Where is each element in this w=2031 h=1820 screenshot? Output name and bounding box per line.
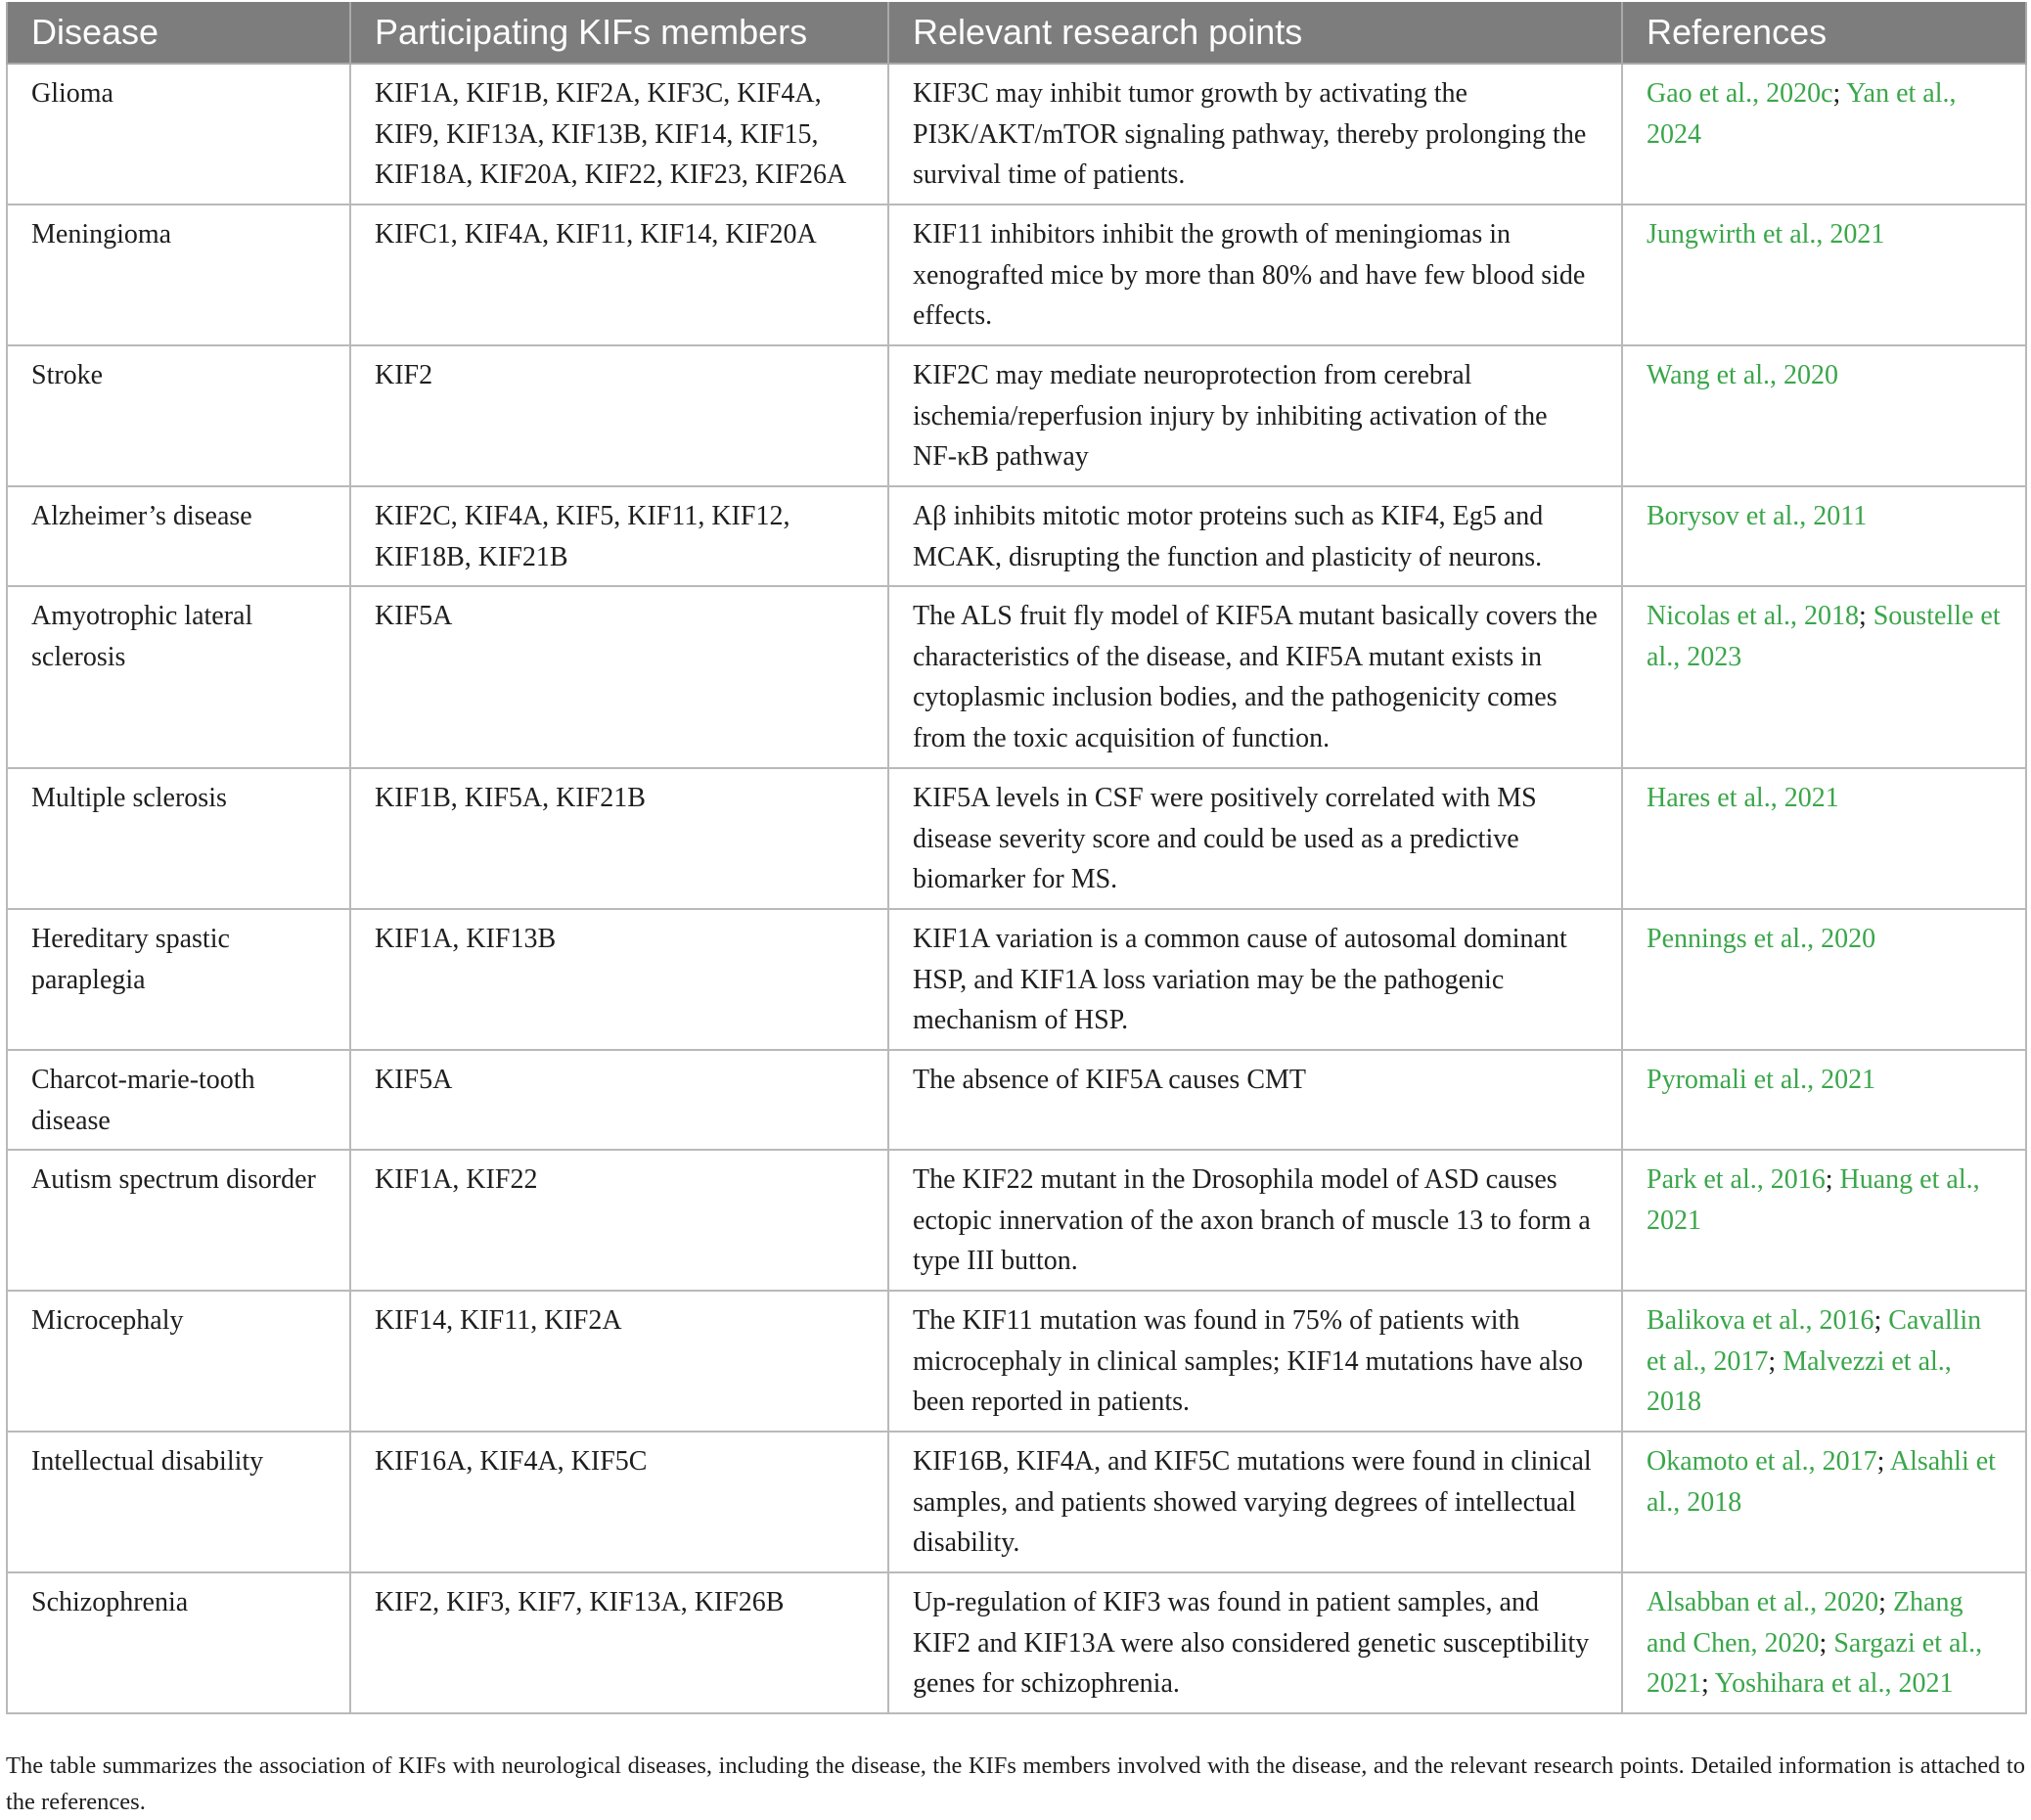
reference-link[interactable]: Gao et al., 2020c: [1647, 78, 1833, 109]
cell-kifs-members: KIF5A: [350, 1050, 888, 1150]
reference-link[interactable]: Wang et al., 2020: [1647, 360, 1839, 390]
table-row: [7, 768, 2026, 909]
table-row: [7, 1150, 2026, 1291]
cell-references: [1622, 64, 2026, 205]
table-row: [7, 486, 2026, 586]
cell-references: [1622, 1432, 2026, 1572]
cell-disease: Autism spectrum disorder: [7, 1150, 350, 1291]
reference-link[interactable]: Huang et al., 2021: [1647, 1164, 1980, 1236]
table-row: [7, 1050, 2026, 1150]
cell-research-points: KIF5A levels in CSF were positively correlated with MS disease severity score and could be used as a predictive biomarker for MS.: [888, 768, 1622, 909]
reference-link[interactable]: Park et al., 2016: [1647, 1164, 1826, 1195]
cell-disease: Amyotrophic lateral sclerosis: [7, 586, 350, 768]
cell-kifs-members: KIF1A, KIF1B, KIF2A, KIF3C, KIF4A, KIF9, KIF13A, KIF13B, KIF14, KIF15, KIF18A, KIF20A, KIF22, KIF23, KIF26A: [350, 64, 888, 205]
reference-separator: ;: [1832, 78, 1847, 109]
cell-research-points: The KIF22 mutant in the Drosophila model of ASD causes ectopic innervation of the axon branch of muscle 13 to form a type III button.: [888, 1150, 1622, 1291]
table-header: [7, 2, 2026, 64]
reference-separator: ;: [1819, 1627, 1834, 1659]
reference-link[interactable]: Nicolas et al., 2018: [1647, 601, 1859, 631]
cell-research-points: The ALS fruit fly model of KIF5A mutant basically covers the characteristics of the disease, and KIF5A mutant exists in cytoplasmic inclusion bodies, and the pathogenicity comes from the toxic acquisition of function.: [888, 586, 1622, 768]
cell-kifs-members: KIF14, KIF11, KIF2A: [350, 1291, 888, 1432]
reference-separator: ;: [1701, 1668, 1715, 1699]
reference-link[interactable]: Yan et al., 2024: [1647, 78, 1957, 150]
reference-link[interactable]: Sargazi et al., 2021: [1647, 1627, 1983, 1699]
reference-separator: ;: [1878, 1587, 1893, 1617]
reference-separator: ;: [1876, 1446, 1890, 1477]
cell-disease: Stroke: [7, 345, 350, 486]
cell-disease: Alzheimer’s disease: [7, 486, 350, 586]
kif-disease-table: [6, 2, 2027, 1714]
header-references: References: [1622, 2, 2026, 64]
reference-link[interactable]: Yoshihara et al., 2021: [1714, 1668, 1954, 1699]
cell-kifs-members: KIF1B, KIF5A, KIF21B: [350, 768, 888, 909]
cell-disease: Meningioma: [7, 205, 350, 345]
header-kifs-members: Participating KIFs members: [350, 2, 888, 64]
cell-kifs-members: KIF2C, KIF4A, KIF5, KIF11, KIF12, KIF18B, KIF21B: [350, 486, 888, 586]
header-row: [7, 2, 2026, 64]
cell-references: [1622, 768, 2026, 909]
table-footnote: The table summarizes the association of KIFs with neurological diseases, including the disease, the KIFs members involved with the disease, and the relevant research points. Detailed information is attached to the references.: [6, 1752, 2025, 1815]
table-row: [7, 1432, 2026, 1572]
cell-references: [1622, 1150, 2026, 1291]
cell-research-points: KIF1A variation is a common cause of autosomal dominant HSP, and KIF1A loss variation may be the pathogenic mechanism of HSP.: [888, 909, 1622, 1050]
reference-link[interactable]: Pyromali et al., 2021: [1647, 1065, 1876, 1095]
cell-references: [1622, 205, 2026, 345]
cell-research-points: Up-regulation of KIF3 was found in patient samples, and KIF2 and KIF13A were also considered genetic susceptibility genes for schizophrenia.: [888, 1572, 1622, 1713]
table-row: [7, 205, 2026, 345]
cell-disease: Multiple sclerosis: [7, 768, 350, 909]
reference-link[interactable]: Malvezzi et al., 2018: [1647, 1345, 1952, 1417]
cell-kifs-members: KIF1A, KIF22: [350, 1150, 888, 1291]
reference-link[interactable]: Jungwirth et al., 2021: [1647, 219, 1885, 250]
cell-references: [1622, 1050, 2026, 1150]
reference-separator: ;: [1768, 1345, 1783, 1377]
header-research-points: Relevant research points: [888, 2, 1622, 64]
cell-research-points: KIF3C may inhibit tumor growth by activating the PI3K/AKT/mTOR signaling pathway, thereby prolonging the survival time of patients.: [888, 64, 1622, 205]
cell-disease: Schizophrenia: [7, 1572, 350, 1713]
cell-disease: Glioma: [7, 64, 350, 205]
reference-link[interactable]: Pennings et al., 2020: [1647, 924, 1876, 954]
reference-link[interactable]: Soustelle et al., 2023: [1647, 601, 2001, 672]
reference-separator: ;: [1825, 1164, 1840, 1195]
cell-kifs-members: KIF2: [350, 345, 888, 486]
cell-kifs-members: KIF2, KIF3, KIF7, KIF13A, KIF26B: [350, 1572, 888, 1713]
cell-research-points: KIF2C may mediate neuroprotection from cerebral ischemia/reperfusion injury by inhibiting activation of the NF-κB pathway: [888, 345, 1622, 486]
cell-research-points: The KIF11 mutation was found in 75% of patients with microcephaly in clinical samples; KIF14 mutations have also been reported in patients.: [888, 1291, 1622, 1432]
table-row: [7, 345, 2026, 486]
cell-references: [1622, 1291, 2026, 1432]
table-row: [7, 586, 2026, 768]
cell-kifs-members: KIF1A, KIF13B: [350, 909, 888, 1050]
cell-research-points: KIF11 inhibitors inhibit the growth of meningiomas in xenografted mice by more than 80% and have few blood side effects.: [888, 205, 1622, 345]
cell-kifs-members: KIF16A, KIF4A, KIF5C: [350, 1432, 888, 1572]
cell-disease: Charcot-marie-tooth disease: [7, 1050, 350, 1150]
table-row: [7, 909, 2026, 1050]
table-body: [7, 64, 2026, 1713]
table-row: [7, 1572, 2026, 1713]
reference-separator: ;: [1873, 1305, 1889, 1336]
reference-separator: ;: [1858, 601, 1873, 631]
cell-research-points: KIF16B, KIF4A, and KIF5C mutations were found in clinical samples, and patients showed varying degrees of intellectual disability.: [888, 1432, 1622, 1572]
cell-kifs-members: KIFC1, KIF4A, KIF11, KIF14, KIF20A: [350, 205, 888, 345]
reference-link[interactable]: Alsabban et al., 2020: [1647, 1587, 1879, 1617]
reference-link[interactable]: Borysov et al., 2011: [1647, 501, 1868, 531]
cell-references: [1622, 1572, 2026, 1713]
cell-kifs-members: KIF5A: [350, 586, 888, 768]
reference-link[interactable]: Balikova et al., 2016: [1647, 1305, 1874, 1336]
cell-references: [1622, 909, 2026, 1050]
reference-link[interactable]: Hares et al., 2021: [1647, 783, 1839, 813]
cell-disease: Hereditary spastic paraplegia: [7, 909, 350, 1050]
reference-link[interactable]: Alsahli et al., 2018: [1647, 1446, 1996, 1518]
cell-references: [1622, 486, 2026, 586]
reference-link[interactable]: Zhang and Chen, 2020: [1647, 1587, 1963, 1659]
reference-link[interactable]: Okamoto et al., 2017: [1647, 1446, 1877, 1477]
table-row: [7, 1291, 2026, 1432]
header-disease: Disease: [7, 2, 350, 64]
cell-references: [1622, 586, 2026, 768]
cell-disease: Microcephaly: [7, 1291, 350, 1432]
reference-link[interactable]: Cavallin et al., 2017: [1647, 1305, 1982, 1377]
table-container: [6, 2, 2025, 1714]
cell-research-points: The absence of KIF5A causes CMT: [888, 1050, 1622, 1150]
cell-disease: Intellectual disability: [7, 1432, 350, 1572]
cell-references: [1622, 345, 2026, 486]
cell-research-points: Aβ inhibits mitotic motor proteins such as KIF4, Eg5 and MCAK, disrupting the function and plasticity of neurons.: [888, 486, 1622, 586]
table-row: [7, 64, 2026, 205]
